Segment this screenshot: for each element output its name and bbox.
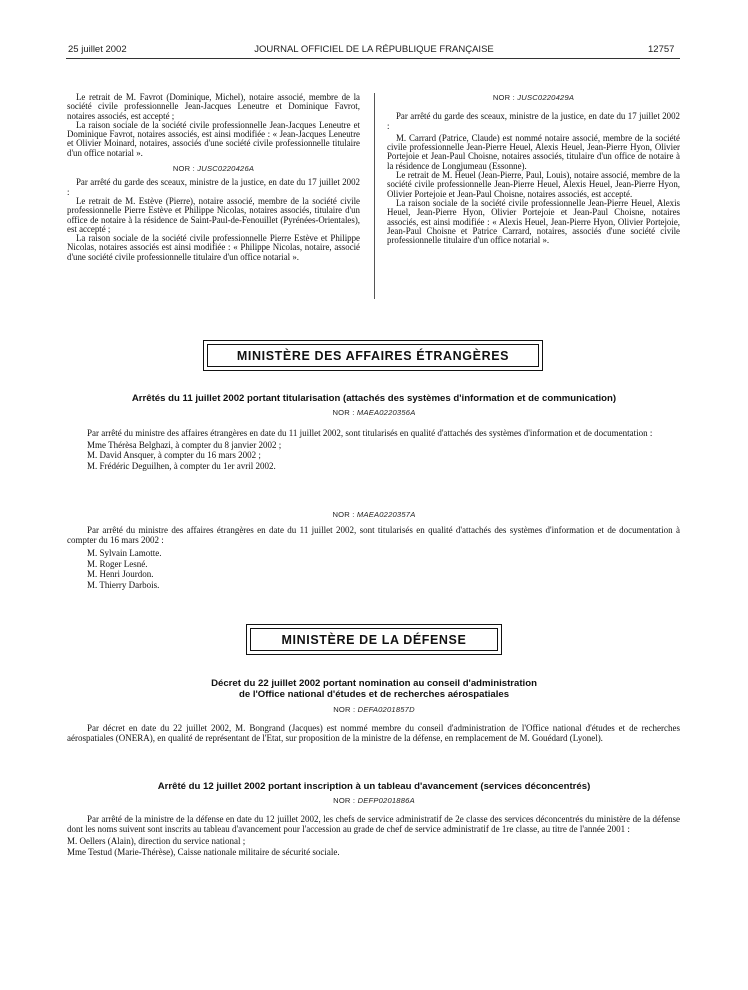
header-date: 25 juillet 2002 <box>68 44 127 55</box>
name-list <box>67 549 680 590</box>
nor-reference: NOR : JUSC0220426A <box>172 164 255 174</box>
header-page-number: 12757 <box>648 44 675 55</box>
paragraph: La raison sociale de la société civile professionnelle Pierre Estève et Philippe Nicolas, notaires associés est ainsi modifiée : « Philippe Nicolas, notaire, associé d'une société civile professionnelle titulaire d'un office notarial ». <box>67 233 360 262</box>
section-body <box>67 724 680 743</box>
paragraph: Par arrêté du garde des sceaux, ministre de la justice, en date du 17 juillet 2002 : <box>67 177 360 197</box>
column-divider <box>374 93 375 299</box>
list-item: M. Roger Lesné. <box>87 558 148 569</box>
name-list <box>67 441 680 472</box>
paragraph: Par arrêté de la ministre de la défense en date du 12 juillet 2002, les chefs de service administratif de 2e classe des services déconcentrés du ministère de la défense dont les noms suivent sont inscrits au tableau d'avancement pour l'accession au grade de chef de service administratif de 1re classe, au titre de l'année 2001 : <box>67 814 680 834</box>
paragraph: La raison sociale de la société civile professionnelle Jean-Pierre Heuel, Alexis Heuel, Jean-Pierre Hyon, Olivier Portejoie et Jean-Paul Choisne, notaires associés, est ainsi modifiée : « Alexis Heuel, Jean-Pierre Hyon, Olivier Portejoie, Jean-Paul Choisne et Patrice Carrard, notaires, associés d'une société civile professionnelle titulaire d'un office notarial ». <box>387 197 680 246</box>
list-item: M. Thierry Darbois. <box>87 579 160 590</box>
right-column <box>387 93 680 245</box>
nor-reference: NOR : DEFP0201886A <box>333 796 415 805</box>
name-list <box>67 837 680 857</box>
paragraph: Par décret en date du 22 juillet 2002, M. Bongrand (Jacques) est nommé membre du conseil d'administration de l'Office national d'études et de recherches aérospatiales (ONERA), en qualité de représentant de l'Etat, sur proposition de la ministre de la défense, en remplacement de M. Gouédard (Lyonel). <box>67 723 680 743</box>
nor-reference: NOR : MAEA0220357A <box>332 510 416 519</box>
section-body <box>67 526 680 591</box>
section-title: Arrêtés du 11 juillet 2002 portant titularisation (attachés des systèmes d'information et de communication) <box>131 393 617 404</box>
left-column <box>67 93 360 262</box>
nor-reference: NOR : DEFA0201857D <box>333 705 415 714</box>
nor-reference: NOR : JUSC0220429A <box>492 93 575 102</box>
section-title: de l'Office national d'études et de recherches aérospatiales <box>238 689 510 700</box>
paragraph: Par arrêté du garde des sceaux, ministre de la justice, en date du 17 juillet 2002 : <box>387 111 680 131</box>
list-item: M. Frédéric Deguilhen, à compter du 1er avril 2002. <box>87 460 276 471</box>
header-rule <box>66 58 680 59</box>
ministry-heading-foreign-affairs: MINISTÈRE DES AFFAIRES ÉTRANGÈRES <box>203 340 543 371</box>
paragraph: Le retrait de M. Heuel (Jean-Pierre, Paul, Louis), notaire associé, membre de la société civile professionnelle Jean-Pierre Heuel, Alexis Heuel, Jean-Pierre Hyon, Olivier Portejoie et Jean-Paul Choisne, notaires associés, est accepté. <box>387 170 680 199</box>
paragraph: Par arrêté du ministre des affaires étrangères en date du 11 juillet 2002, sont titularisés en qualité d'attachés des systèmes d'information et de documentation : <box>87 428 653 438</box>
paragraph: Le retrait de M. Favrot (Dominique, Michel), notaire associé, membre de la société civile professionnelle Jean-Jacques Leneutre et Dominique Favrot, notaires associés, est accepté ; <box>67 92 360 121</box>
list-item: M. Sylvain Lamotte. <box>87 548 162 559</box>
list-item: M. Oellers (Alain), direction du service national ; <box>67 836 246 847</box>
list-item: M. Henri Jourdon. <box>87 569 154 580</box>
list-item: M. David Ansquer, à compter du 16 mars 2002 ; <box>87 450 261 461</box>
list-item: Mme Thérèsa Belghazi, à compter du 8 janvier 2002 ; <box>87 439 282 450</box>
paragraph: Le retrait de M. Estève (Pierre), notaire associé, membre de la société civile professionnelle Pierre Estève et Philippe Nicolas, notaires associés, titulaire d'un office de notaire à la résidence de Saint-Paul-de-Fenouillet (Pyrénées-Orientales), est accepté ; <box>67 195 360 234</box>
paragraph: Par arrêté du ministre des affaires étrangères en date du 11 juillet 2002, sont titularisés en qualité d'attachés des systèmes d'information et de documentation à compter du 16 mars 2002 : <box>67 525 680 545</box>
section-title: Arrêté du 12 juillet 2002 portant inscription à un tableau d'avancement (services déconcentrés) <box>157 781 591 792</box>
section-title: Décret du 22 juillet 2002 portant nomination au conseil d'administration <box>211 678 537 689</box>
paragraph: La raison sociale de la société civile professionnelle Jean-Jacques Leneutre et Dominique Favrot, notaires associés, est ainsi modifiée : « Jean-Jacques Leneutre et Olivier Moinard, notaires, associés d'une société civile professionnelle titulaire d'un office notarial ». <box>67 119 360 158</box>
list-item: Mme Testud (Marie-Thérèse), Caisse nationale militaire de sécurité sociale. <box>67 846 340 857</box>
paragraph: M. Carrard (Patrice, Claude) est nommé notaire associé, membre de la société civile professionnelle Jean-Pierre Heuel, Alexis Heuel, Jean-Pierre Hyon, Olivier Portejoie et Jean-Paul Choisne, notaires associés, titulaire d'un office de notaire à la résidence de Longjumeau (Essonne). <box>387 132 680 171</box>
ministry-heading-defense: MINISTÈRE DE LA DÉFENSE <box>246 624 502 655</box>
header-journal-title: JOURNAL OFFICIEL DE LA RÉPUBLIQUE FRANÇAISE <box>254 44 494 55</box>
section-body <box>67 429 680 471</box>
section-body <box>67 815 680 857</box>
nor-reference: NOR : MAEA0220356A <box>332 408 416 417</box>
